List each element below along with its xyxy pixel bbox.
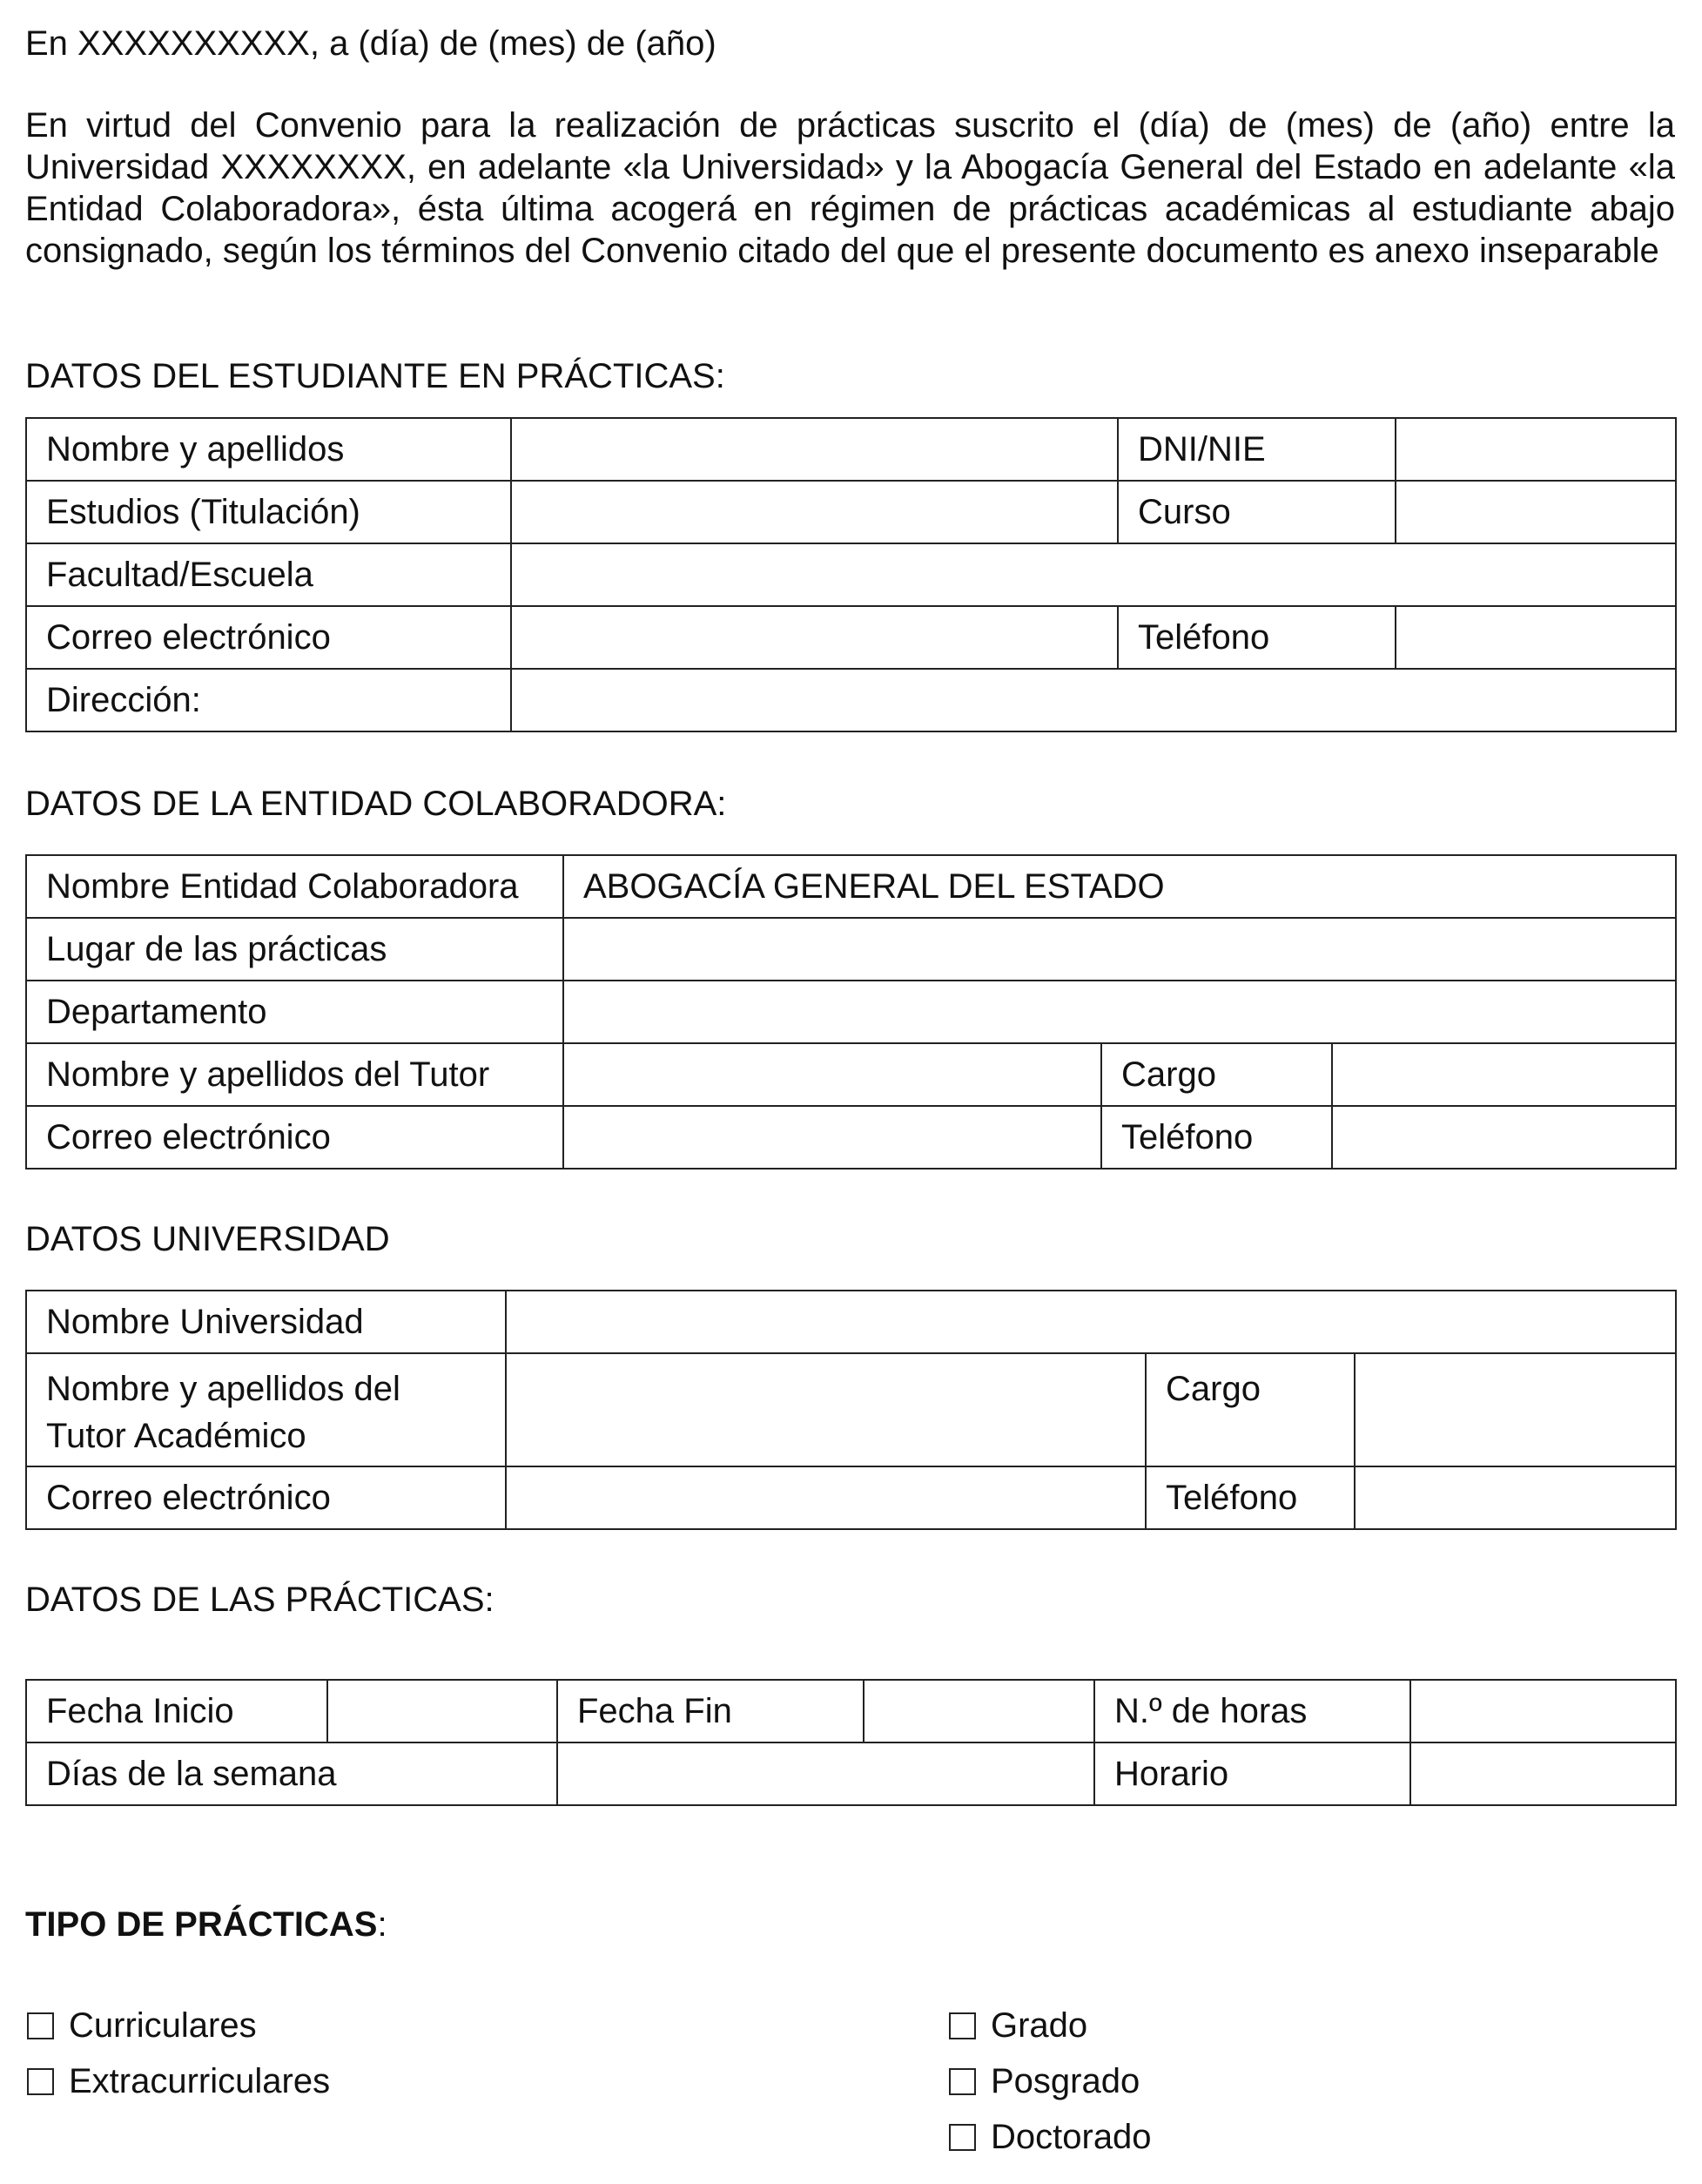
entity-email-label: Correo electrónico (26, 1106, 563, 1169)
university-table (25, 1290, 1677, 1530)
university-name-field[interactable] (506, 1291, 1676, 1353)
student-faculty-field[interactable] (511, 543, 1676, 606)
university-position-label: Cargo (1146, 1353, 1355, 1466)
internship-hours-field[interactable] (1410, 1680, 1676, 1742)
student-table (25, 417, 1677, 732)
entity-department-field[interactable] (563, 981, 1676, 1043)
internship-start-label: Fecha Inicio (26, 1680, 327, 1742)
table-row (26, 1742, 1676, 1805)
table-row (26, 1106, 1676, 1169)
university-name-label: Nombre Universidad (26, 1291, 506, 1353)
entity-phone-label: Teléfono (1101, 1106, 1332, 1169)
student-course-label: Curso (1118, 481, 1396, 543)
type-options-left (27, 1998, 330, 2109)
type-heading-bold: TIPO DE PRÁCTICAS (25, 1905, 378, 1944)
university-phone-label: Teléfono (1146, 1466, 1355, 1529)
table-row (26, 669, 1676, 731)
student-section-heading: DATOS DEL ESTUDIANTE EN PRÁCTICAS: (25, 357, 725, 395)
option-label: Extracurriculares (69, 2062, 331, 2100)
university-tutor-field[interactable] (506, 1353, 1146, 1466)
student-name-label: Nombre y apellidos (26, 418, 511, 481)
table-row (26, 855, 1676, 918)
student-address-label: Dirección: (26, 669, 511, 731)
internship-schedule-label: Horario (1094, 1742, 1410, 1805)
student-address-field[interactable] (511, 669, 1676, 731)
table-row (26, 1680, 1676, 1742)
option-label: Grado (991, 2006, 1088, 2045)
internship-schedule-field[interactable] (1410, 1742, 1676, 1805)
internship-table (25, 1679, 1677, 1806)
checkbox-curriculares[interactable] (27, 2012, 54, 2039)
entity-position-label: Cargo (1101, 1043, 1332, 1106)
internship-hours-label: N.º de horas (1094, 1680, 1410, 1742)
internship-days-field[interactable] (557, 1742, 1094, 1805)
university-position-field[interactable] (1355, 1353, 1676, 1466)
checkbox-doctorado[interactable] (949, 2124, 976, 2151)
student-dni-field[interactable] (1396, 418, 1676, 481)
student-phone-label: Teléfono (1118, 606, 1396, 669)
internship-end-field[interactable] (864, 1680, 1094, 1742)
entity-department-label: Departamento (26, 981, 563, 1043)
entity-name-label: Nombre Entidad Colaboradora (26, 855, 563, 918)
entity-tutor-field[interactable] (563, 1043, 1101, 1106)
entity-position-field[interactable] (1332, 1043, 1676, 1106)
table-row (26, 918, 1676, 981)
checkbox-posgrado[interactable] (949, 2068, 976, 2095)
student-studies-field[interactable] (511, 481, 1118, 543)
entity-email-field[interactable] (563, 1106, 1101, 1169)
university-email-label: Correo electrónico (26, 1466, 506, 1529)
university-tutor-label-line1: Nombre y apellidos del (46, 1370, 400, 1408)
checkbox-extracurriculares[interactable] (27, 2068, 54, 2095)
place-date-line: En XXXXXXXXXX, a (día) de (mes) de (año) (25, 24, 716, 63)
table-row (26, 1043, 1676, 1106)
student-studies-label: Estudios (Titulación) (26, 481, 511, 543)
table-row (26, 981, 1676, 1043)
table-row (26, 1353, 1676, 1466)
internship-end-label: Fecha Fin (557, 1680, 864, 1742)
entity-place-field[interactable] (563, 918, 1676, 981)
internship-start-field[interactable] (327, 1680, 557, 1742)
intro-paragraph: En virtud del Convenio para la realización de prácticas suscrito el (día) de (mes) de (año) entre la Universidad XXXXXXXX, en adelante «la Universidad» y la Abogacía General del Estado en adelante «la Entidad Colaboradora», ésta última acogerá en régimen de prácticas académicas al estudiante abajo consignado, según los términos del Convenio citado del que el presente documento es anexo inseparable (25, 106, 1685, 270)
option-extracurriculares[interactable] (27, 2053, 330, 2109)
student-faculty-label: Facultad/Escuela (26, 543, 511, 606)
type-options-right (949, 1998, 1152, 2165)
entity-table (25, 854, 1677, 1170)
university-section-heading: DATOS UNIVERSIDAD (25, 1220, 390, 1258)
table-row (26, 1466, 1676, 1529)
option-label: Posgrado (991, 2062, 1140, 2100)
type-heading-suffix: : (377, 1905, 387, 1944)
student-table-wrapper (25, 417, 1675, 732)
entity-place-label: Lugar de las prácticas (26, 918, 563, 981)
internship-table-wrapper (25, 1679, 1675, 1806)
option-curriculares[interactable] (27, 1998, 330, 2053)
student-dni-label: DNI/NIE (1118, 418, 1396, 481)
table-row (26, 606, 1676, 669)
entity-table-wrapper (25, 854, 1675, 1170)
student-email-field[interactable] (511, 606, 1118, 669)
university-tutor-label-line2: Tutor Académico (46, 1417, 306, 1455)
option-doctorado[interactable] (949, 2109, 1152, 2165)
university-phone-field[interactable] (1355, 1466, 1676, 1529)
student-course-field[interactable] (1396, 481, 1676, 543)
table-row (26, 418, 1676, 481)
internship-days-label: Días de la semana (26, 1742, 557, 1805)
option-posgrado[interactable] (949, 2053, 1152, 2109)
option-grado[interactable] (949, 1998, 1152, 2053)
option-label: Curriculares (69, 2006, 257, 2045)
entity-name-value: ABOGACÍA GENERAL DEL ESTADO (563, 855, 1676, 918)
checkbox-grado[interactable] (949, 2012, 976, 2039)
university-table-wrapper (25, 1290, 1675, 1530)
entity-tutor-label: Nombre y apellidos del Tutor (26, 1043, 563, 1106)
student-name-field[interactable] (511, 418, 1118, 481)
university-tutor-label (26, 1353, 506, 1466)
type-heading (25, 1904, 1675, 1945)
table-row (26, 543, 1676, 606)
option-label: Doctorado (991, 2118, 1152, 2156)
student-phone-field[interactable] (1396, 606, 1676, 669)
internship-section-heading: DATOS DE LAS PRÁCTICAS: (25, 1581, 494, 1619)
entity-phone-field[interactable] (1332, 1106, 1676, 1169)
student-email-label: Correo electrónico (26, 606, 511, 669)
university-email-field[interactable] (506, 1466, 1146, 1529)
table-row (26, 481, 1676, 543)
table-row (26, 1291, 1676, 1353)
entity-section-heading: DATOS DE LA ENTIDAD COLABORADORA: (25, 785, 727, 823)
